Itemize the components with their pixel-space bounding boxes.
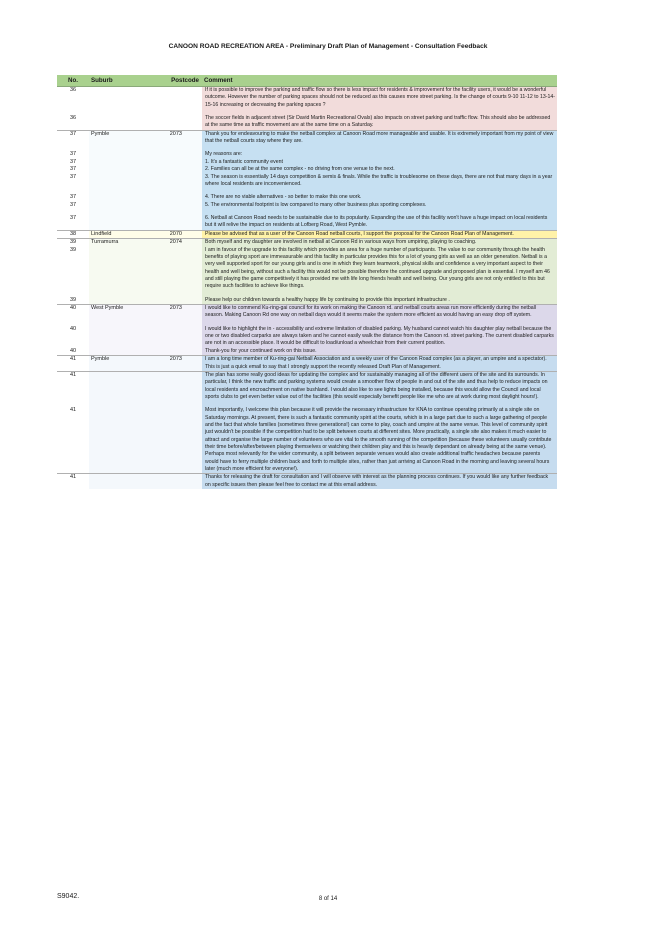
row-suburb (89, 151, 147, 158)
row-comment: I am a long time member of Ku-ring-gai Netball Association and a weekly user of the Canoon Road complex (as a player, an umpire and a spectator). This is just a quick email to say that I strongly support the recently released Draft Plan of Management. (202, 356, 557, 372)
row-comment: 5. The environmental footprint is low compared to many other business plus sporting complexes. (202, 202, 557, 209)
table-row (57, 474, 557, 489)
row-suburb (89, 202, 147, 209)
table-row (57, 151, 557, 158)
row-suburb: West Pymble (89, 305, 147, 320)
row-suburb: Pymble (89, 130, 147, 145)
row-suburb (89, 159, 147, 166)
feedback-table (57, 75, 557, 489)
row-comment: I would like to commend Ku-ring-gai council for its work on making the Canoon rd. and netball courts areas run more efficiently during the netball season. Making Canoon Rd one way on netball days would it seems make the system more efficient as would having an easy drop off system. (202, 305, 557, 320)
page-number: 8 of 14 (318, 896, 338, 902)
row-suburb (89, 371, 147, 401)
row-suburb: Turramurra (89, 239, 147, 247)
table-row (57, 348, 557, 356)
row-comment: If it is possible to improve the parking and traffic flow so there is less impact for residents & improvement for the facility users, it would be a wonderful outcome. However the number of parking spaces should not be reduced as this causes more street parking. Is the change of courts 9-10 11-12 to 13-14-15-16 increasing or decreasing the parking spaces ? (202, 87, 557, 110)
row-no: 38 (57, 230, 89, 238)
row-no: 37 (69, 166, 77, 173)
row-no: 37 (69, 173, 77, 180)
row-no: 37 (69, 158, 77, 165)
row-postcode (147, 115, 202, 130)
table-row (57, 247, 557, 291)
document-code: S9042. (57, 893, 80, 900)
row-postcode (147, 407, 202, 474)
header-no: No. (57, 75, 89, 87)
row-suburb (89, 348, 147, 356)
table-row (57, 202, 557, 209)
row-suburb (89, 326, 147, 348)
row-postcode (147, 151, 202, 158)
row-comment: Please be advised that as a user of the Canoon Road netball courts, I support the proposal for the Canoon Road Plan of Management. (202, 230, 557, 238)
table-row (57, 305, 557, 320)
table-row (57, 230, 557, 238)
row-postcode: 2074 (147, 239, 202, 247)
row-postcode: 2073 (147, 130, 202, 145)
header-comment: Comment (202, 75, 557, 87)
row-suburb (89, 407, 147, 474)
row-postcode (147, 247, 202, 291)
row-postcode: 2070 (147, 230, 202, 238)
row-suburb (89, 115, 147, 130)
table-row (57, 297, 557, 305)
row-no: 39 (69, 246, 77, 253)
row-no: 37 (69, 201, 77, 208)
table-row (57, 239, 557, 247)
row-no: 41 (57, 371, 89, 401)
row-postcode (147, 326, 202, 348)
table-row (57, 215, 557, 230)
page-title: CANOON ROAD RECREATION AREA - Preliminary Draft Plan of Management - Consultation Feedback (168, 43, 488, 50)
row-comment: Both myself and my daughter are involved in netball at Canoon Rd in various ways from umpiring, playing to coaching. (202, 239, 557, 247)
row-no: 37 (57, 130, 89, 145)
table-row (57, 159, 557, 166)
row-postcode (147, 174, 202, 189)
row-suburb (89, 174, 147, 189)
row-comment: 3. The season is essentially 14 days competition & semis & finals. While the traffic is troublesome on these days, there are not that many days in a year where local residents are inconvenienced. (202, 174, 557, 189)
table-row (57, 194, 557, 201)
row-postcode (147, 166, 202, 173)
table-row (57, 407, 557, 474)
row-postcode (147, 159, 202, 166)
row-comment: Please help our children towards a healthy happy life by continuing to provide this important infrastructure . (202, 297, 557, 305)
row-postcode: 2073 (147, 305, 202, 320)
row-no: 37 (69, 151, 77, 158)
row-comment: 2. Families can all be at the same complex - no driving from one venue to the next. (202, 166, 557, 173)
row-comment: Thank-you for your continued work on this issue. (202, 348, 557, 356)
row-comment: Most importantly, I welcome this plan because it will provide the necessary infrastructure for KNA to continue operating primarily at a single site on Saturday mornings. At present, there is such a fantastic community spirit at the courts, which is in a large part due to such a large gathering of people and the fact that whole families (sometimes three generations!) can come to play, coach and umpire at the same venue. This level of community spirit just wouldn't be possible if the competition had to be split between courts at different sites. More practically, a single site also makes it much easier to attract and organise the large number of volunteers who are vital to the smooth running of the competition (because these volunteers usually contribute their time before/after/between playing themselves or watching their children play and this is heavily dependant on already being at the same venue). Perhaps most relevantly for the wider community, a split between separate venues would also create additional traffic headaches because parents would have to ferry multiple children back and forth to multiple sites, rather than just arriving at Canoon Road in the morning and leaving several hours later (much more efficient for everyone!). (202, 407, 557, 474)
row-postcode (147, 297, 202, 305)
row-postcode (147, 215, 202, 230)
row-suburb (89, 247, 147, 291)
table-row (57, 115, 557, 130)
row-comment: Thank you for endeavouring to make the netball complex at Canoon Road more manageable and usable. It is extremely important from my point of view that the netball courts stay where they are. (202, 130, 557, 145)
table-row (57, 356, 557, 372)
table-row (57, 174, 557, 189)
row-no: 41 (57, 356, 89, 372)
row-suburb (89, 166, 147, 173)
row-comment: The soccer fields in adjacent street (Sir David Martin Recreational Ovals) also impacts on street parking and traffic flow. This should also be addressed at the same time as traffic movement are at the same time on a Saturday. (202, 115, 557, 130)
row-no: 39 (57, 239, 89, 247)
row-comment: I am in favour of the upgrade to this facility which provides an area for a huge number of participants. The value to our community through the health benefits of playing sport are immeasurable and this facility in particular provides this for a lot of young girls as well as an older generation. Netball is a very well supported sport for our young girls and is one in which they learn teamwork, physical skills and confidence a very important aspect to their health and well being, without such a facility this would not be possible therefore the continued upgrade and proposed plan is essential. I myself am 46 and still playing the game competitively it has provided me with life long friends health and well being. Our young girls are not only entitled to this but require such facilities to achieve like things. (202, 247, 557, 291)
row-suburb: Pymble (89, 356, 147, 372)
row-comment: 6. Netball at Canoon Road needs to be sustainable due to its popularity. Expanding the use of this facility won't have a huge impact on local residents but it will relive the impact on residents at Lofberg Road, West Pymble. (202, 215, 557, 230)
row-suburb: Lindfield (89, 230, 147, 238)
row-suburb (89, 474, 147, 489)
row-postcode (147, 371, 202, 401)
table-row (57, 130, 557, 145)
header-suburb: Suburb (89, 75, 147, 87)
row-postcode (147, 474, 202, 489)
table-row (57, 87, 557, 110)
row-comment: 1. It's a fantastic community event (202, 159, 557, 166)
table-row (57, 371, 557, 401)
row-suburb (89, 87, 147, 110)
row-postcode (147, 348, 202, 356)
row-no: 41 (69, 407, 77, 414)
row-comment: Thanks for releasing the draft for consultation and I will observe with interest as the planning process continues. If you would like any further feedback on specific issues then please feel free to contact me at this email address. (202, 474, 557, 489)
row-comment: I would like to highlight the in - accessibility and extreme limitation of disabled parking. My husband cannot watch his daughter play netball because the one or two disabled carparks are always taken and he cannot easily walk the distance from the Canoon rd. street parking. The current disabled carparks are not in an accessible place. It would be difficult to load/unload a wheelchair from their current position. (202, 326, 557, 348)
row-comment: My reasons are: (202, 151, 557, 158)
row-no: 36 (69, 87, 77, 93)
row-no: 40 (57, 305, 89, 320)
row-no: 40 (69, 325, 77, 332)
row-postcode (147, 87, 202, 110)
row-no: 37 (69, 215, 77, 222)
table-row (57, 326, 557, 348)
row-postcode (147, 202, 202, 209)
row-comment: The plan has some really good ideas for updating the complex and for sustainably managing all of the different users of the site and its surrounds. In particular, I think the new traffic and parking systems would create a smoother flow of people in and out of the site and thus help to reduce impacts on local residents and encroachment on native bushland. I would also like to see lights being installed, because this would allow the Council and local sports clubs to get even better value out of the facilities (this would especially benefit people like me who are at work during most daylight hours!). (202, 371, 557, 401)
row-suburb (89, 194, 147, 201)
table-header-row (57, 75, 557, 87)
row-suburb (89, 297, 147, 305)
row-postcode (147, 194, 202, 201)
row-no: 37 (69, 194, 77, 201)
row-no: 36 (69, 115, 77, 122)
row-no: 39 (69, 296, 77, 303)
row-no: 40 (69, 347, 77, 354)
row-suburb (89, 215, 147, 230)
row-postcode: 2073 (147, 356, 202, 372)
row-no: 41 (57, 474, 89, 489)
row-comment: 4. There are no viable alternatives - so better to make this one work. (202, 194, 557, 201)
table-row (57, 166, 557, 173)
header-postcode: Postcode (147, 75, 202, 87)
